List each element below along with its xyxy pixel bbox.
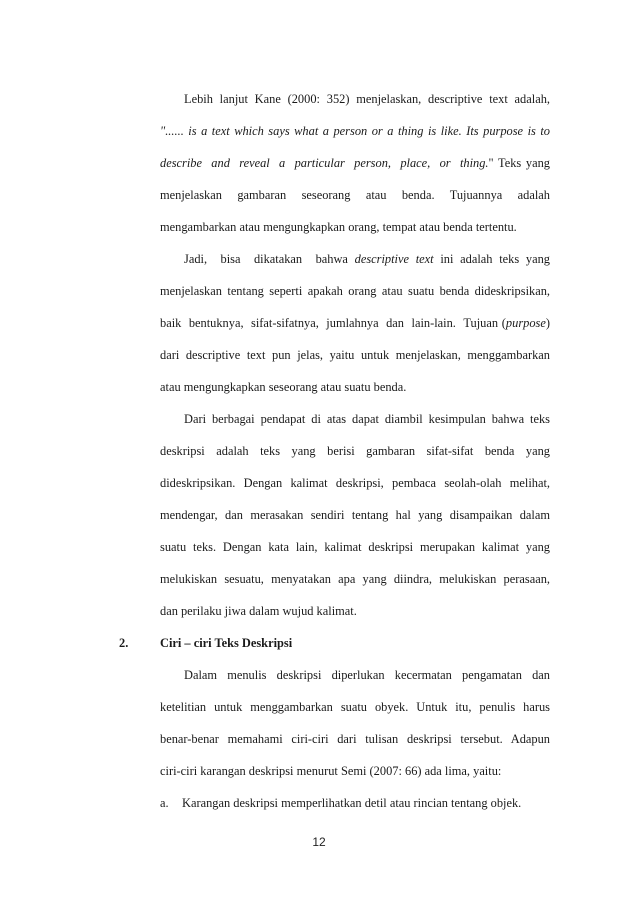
list-item-text: Karangan deskripsi memperlihatkan detil atau rincian tentang objek. xyxy=(182,796,522,810)
text-line xyxy=(160,155,550,171)
text-line: ciri-ciri karangan deskripsi menurut Semi (2007: 66) ada lima, yaitu: xyxy=(160,764,502,778)
text-span: baik bentuknya, sifat-sifatnya, jumlahnya dan lain-lain. Tujuan ( xyxy=(160,316,506,330)
text-line: dan perilaku jiwa dalam wujud kalimat. xyxy=(160,604,357,618)
text-line xyxy=(160,315,550,331)
text-line: benar-benar memahami ciri-ciri dari tulisan deskripsi tersebut. Adapun xyxy=(160,732,550,746)
quote-end: describe and reveal a particular person, place, or thing. xyxy=(160,156,489,170)
text-line: Lebih lanjut Kane (2000: 352) menjelaskan, descriptive text adalah, xyxy=(184,92,550,106)
text-line: dari descriptive text pun jelas, yaitu untuk menjelaskan, menggambarkan xyxy=(160,348,550,362)
page-number: 12 xyxy=(312,835,326,849)
text-line: suatu teks. Dengan kata lain, kalimat deskripsi merupakan kalimat yang xyxy=(160,540,550,554)
text-line: Dari berbagai pendapat di atas dapat diambil kesimpulan bahwa teks xyxy=(184,412,550,426)
section-number: 2. xyxy=(119,636,129,650)
text-line-quote: "...... is a text which says what a person or a thing is like. Its purpose is to xyxy=(160,124,550,138)
text-line: ketelitian untuk menggambarkan suatu obyek. Untuk itu, penulis harus xyxy=(160,700,550,714)
quote-tail: " Teks yang xyxy=(488,156,550,170)
text-span: Jadi, bisa dikatakan bahwa xyxy=(184,252,355,266)
text-line xyxy=(184,251,550,267)
text-line: atau mengungkapkan seseorang atau suatu benda. xyxy=(160,380,407,394)
text-line: Dalam menulis deskripsi diperlukan kecermatan pengamatan dan xyxy=(184,668,550,682)
text-line: deskripsi adalah teks yang berisi gambaran sifat-sifat benda yang xyxy=(160,444,550,458)
text-span: ) xyxy=(545,316,550,330)
list-marker: a. xyxy=(160,796,169,810)
text-line: melukiskan sesuatu, menyatakan apa yang diindra, melukiskan perasaan, xyxy=(160,572,550,586)
text-line: menjelaskan tentang seperti apakah orang atau suatu benda dideskripsikan, xyxy=(160,284,550,298)
section-title: Ciri – ciri Teks Deskripsi xyxy=(160,636,293,650)
section-heading xyxy=(119,635,549,651)
text-line: mendengar, dan merasakan sendiri tentang hal yang disampaikan dalam xyxy=(160,508,550,522)
emphasis-term: purpose xyxy=(505,316,546,330)
text-line: mengambarkan atau mengungkapkan orang, tempat atau benda tertentu. xyxy=(160,220,517,234)
list-item xyxy=(160,795,550,811)
text-span: ini adalah teks yang xyxy=(433,252,551,266)
emphasis-term: descriptive text xyxy=(354,252,434,266)
text-line: dideskripsikan. Dengan kalimat deskripsi, pembaca seolah-olah melihat, xyxy=(160,476,550,490)
text-line: menjelaskan gambaran seseorang atau benda. Tujuannya adalah xyxy=(160,188,550,202)
